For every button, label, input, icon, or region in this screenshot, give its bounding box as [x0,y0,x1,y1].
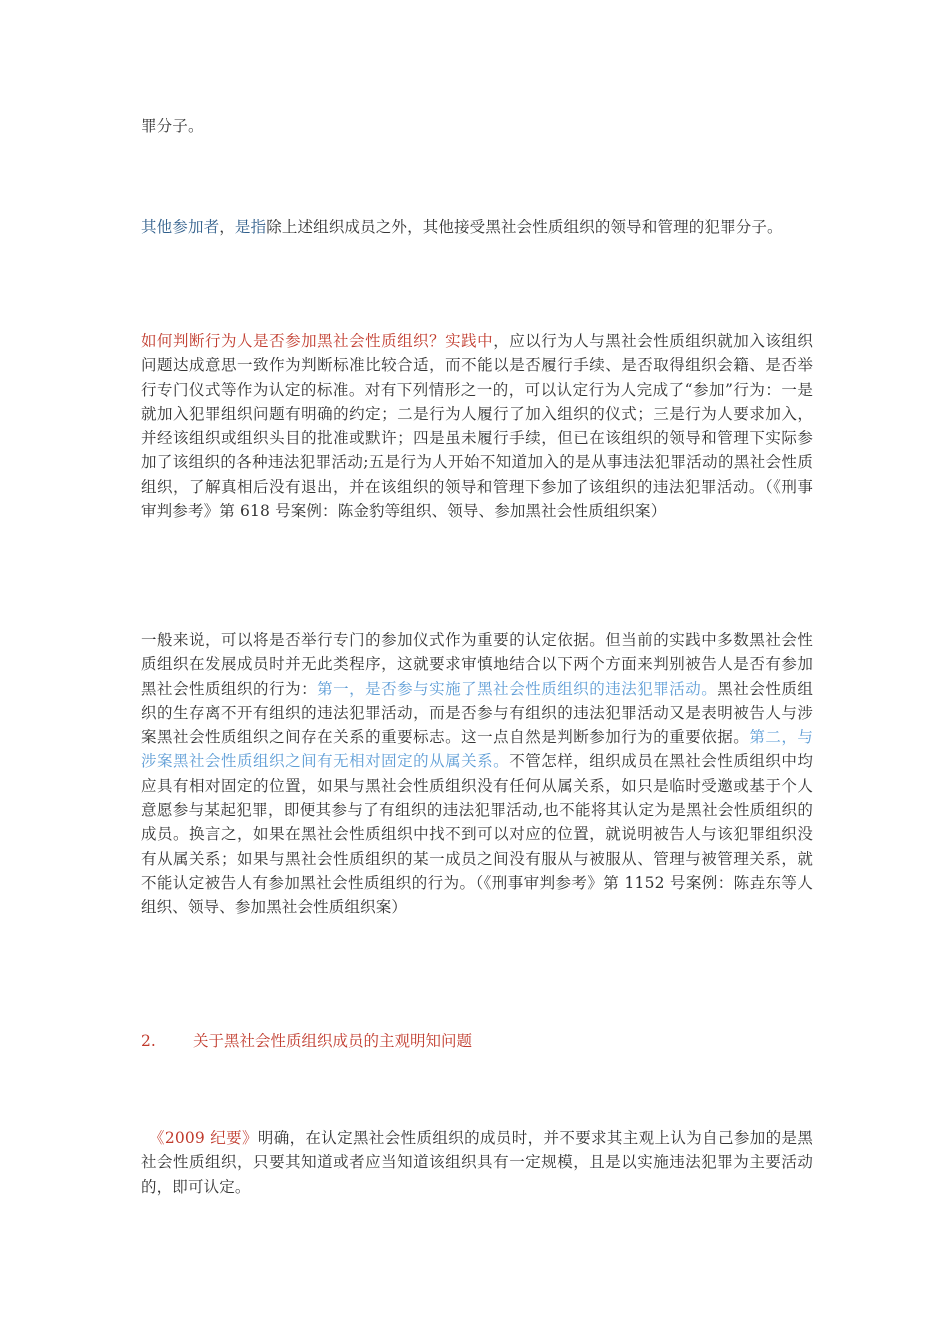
paragraph-end: 不管怎样，组织成员在黑社会性质组织中均应具有相对固定的位置，如果与黑社会性质组织没有任何从属关系，如只是临时受邀或基于个人意愿参与某起犯罪，即便其参与了有组织的违法犯罪活动,也不能将其认定为是黑社会性质组织的成员。换言之，如果在黑社会性质组织中找不到可以对应的位置，就说明被告人与该犯罪组织没有从属关系；如果与黑社会性质组织的某一成员之间没有服从与被服从、管理与被管理关系，就不能认定被告人有参加黑社会性质组织的行为。（《刑事审判参考》第 1152 号案例：陈垚东等人组织、领导、参加黑社会性质组织案） [141,752,814,917]
citation-highlight: 《2009 纪要》 [149,1129,258,1147]
term-separator: ， [219,218,235,236]
point-one-highlight: 第一，是否参与实施了黑社会性质组织的违法犯罪活动。 [317,679,718,698]
paragraph-body: ，应以行为人与黑社会性质组织就加入该组织问题达成意思一致作为判断标准比较合适，而不能以是否履行手续、是否取得组织会籍、是否举行专门仪式等作为认定的标准。对有下列情形之一的，可以认定行为人完成了“参加”行为：一是就加入犯罪组织问题有明确的约定；二是行为人履行了加入组织的仪式；三是行为人要求加入，并经该组织或组织头目的批准或默许；四是虽未履行手续，但已在该组织的领导和管理下实际参加了该组织的各种违法犯罪活动;五是行为人开始不知道加入的是从事违法犯罪活动的黑社会性质组织，了解真相后没有退出，并在该组织的领导和管理下参加了该组织的违法犯罪活动。（《刑事审判参考》第 618 号案例：陈金豹等组织、领导、参加黑社会性质组织案） [141,332,813,521]
section-heading [141,1029,472,1053]
term-definition-lead: 是指 [234,218,267,236]
paragraph-subjective-knowledge [141,1126,813,1199]
paragraph-tail: 罪分子。 [141,117,204,135]
paragraph-middle: 黑社会性质组织的生存离不开有组织的违法犯罪活动，而是否参与有组织的违法犯罪活动又是表明被告人与涉案黑社会性质组织之间存在关系的重要标志。这一点自然是判断参加行为的重要依据。 [141,679,813,747]
paragraph-body: 明确，在认定黑社会性质组织的成员时，并不要求其主观上认为自己参加的是黑社会性质组织，只要其知道或者应当知道该组织具有一定规模，且是以实施违法犯罪为主要活动的，即可认定。 [141,1129,813,1196]
point-two-highlight: 第二，与涉案黑社会性质组织之间有无相对固定的从属关系。 [141,728,814,771]
paragraph-participation-judgment [141,329,813,523]
document-page [141,0,813,1344]
term-definition-body: 除上述组织成员之外，其他接受黑社会性质组织的领导和管理的犯罪分子。 [266,218,783,236]
section-number: 2. [141,1032,156,1050]
paragraph-intro: 一般来说，可以将是否举行专门的参加仪式作为重要的认定依据。但当前的实践中多数黑社会性质组织在发展成员时并无此类程序，这就要求审慎地结合以下两个方面来判别被告人是否有参加黑社会性质组织的行为： [141,631,813,698]
paragraph-identification-basis [141,628,813,920]
paragraph-other-participants [141,215,813,239]
section-title: 关于黑社会性质组织成员的主观明知问题 [193,1032,473,1050]
term-other-participants: 其他参加者 [141,218,220,236]
question-highlight: 如何判断行为人是否参加黑社会性质组织？实践中 [141,332,494,350]
